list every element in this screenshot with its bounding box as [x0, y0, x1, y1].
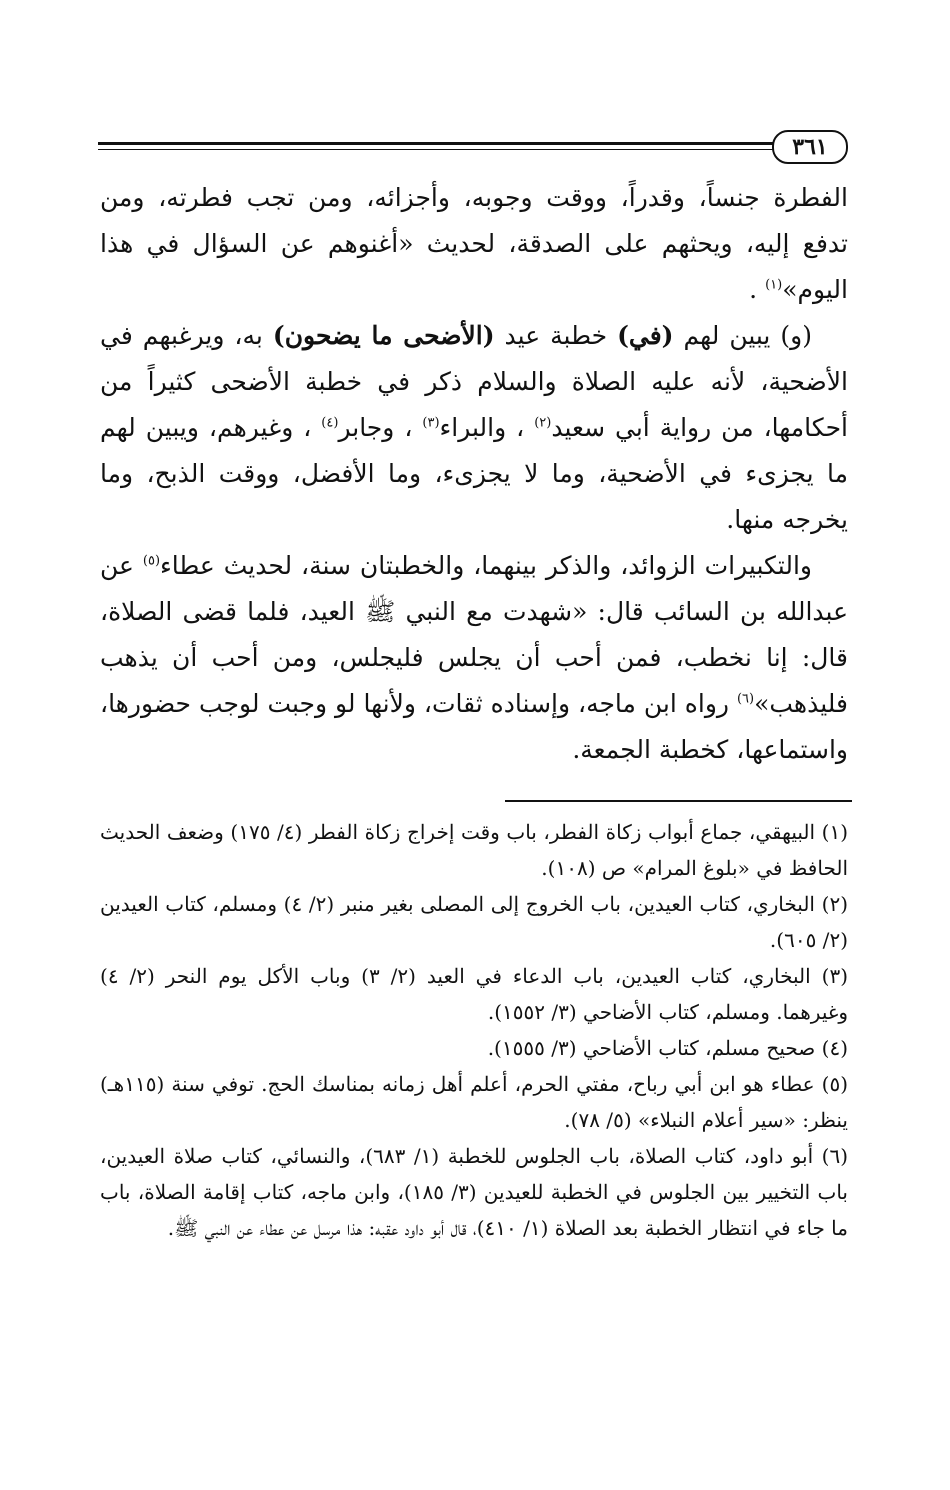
paragraph-1: الفطرة جنساً، وقدراً، ووقت وجوبه، وأجزائه، ومن تجب فطرته، ومن تدفع إليه، ويحثهم على الصدقة، لحديث «أغنوهم عن السؤال في هذا اليوم»$^{(١)}$ .: [100, 183, 848, 304]
header-rule-thin: [98, 149, 777, 150]
footnote-ref-2[interactable]: (٢): [534, 415, 552, 431]
page-header: [98, 128, 862, 164]
footnote-5: (٥) عطاء هو ابن أبي رباح، مفتي الحرم، أعلم أهل زمانه بمناسك الحج. توفي سنة (١١٥هـ) ينظر: «سير أعلام النبلاء» (٥/ ٧٨).: [100, 1072, 848, 1132]
footnote-1: (١) البيهقي، جماع أبواب زكاة الفطر، باب وقت إخراج زكاة الفطر (٤/ ١٧٥) وضعف الحديث الحافظ في «بلوغ المرام» ص (١٠٨).: [100, 820, 849, 880]
footnote-ref-6[interactable]: (٦): [736, 691, 755, 707]
footnote-3: (٣) البخاري، كتاب العيدين، باب الدعاء في العيد (٢/ ٣) وباب الأكل يوم النحر (٢/ ٤) وغيرهما. ومسلم، كتاب الأضاحي (٣/ ١٥٥٢).: [100, 964, 848, 1024]
main-text: [100, 175, 848, 773]
footnote-separator: [505, 800, 852, 802]
paragraph-3: والتكبيرات الزوائد، والذكر بينهما، والخطبتان سنة، لحديث عطاء$^{(٥)}$ عن عبدالله بن السائب قال: «شهدت مع النبي ﷺ العيد، فلما قضى الصلاة، قال: إنا نخطب، فمن أحب أن يجلس فليجلس، ومن أحب أن يذهب فليذهب»$^{(٦)}$ رواه ابن ماجه، وإسناده ثقات، ولأنها لو وجبت لوجب حضورها، واستماعها، كخطبة الجمعة.: [100, 551, 848, 764]
footnote-6: (٦) أبو داود، كتاب الصلاة، باب الجلوس للخطبة (١/ ٦٨٣)، والنسائي، كتاب صلاة العيدين، باب التخيير بين الجلوس في الخطبة للعيدين (٣/ ١٨٥)، وابن ماجه، كتاب إقامة الصلاة، باب ما جاء في انتظار الخطبة بعد الصلاة (١/ ٤١٠)، قال أبو داود عقبه: هذا مرسل عن عطاء عن النبي ﷺ.: [100, 1144, 848, 1240]
footnote-4: (٤) صحيح مسلم، كتاب الأضاحي (٣/ ١٥٥٥).: [487, 1036, 848, 1060]
footnote-ref-4[interactable]: (٤): [321, 415, 339, 431]
footnote-ref-3[interactable]: (٣): [422, 415, 440, 431]
footnotes: [100, 814, 848, 1246]
footnote-ref-5[interactable]: (٥): [142, 553, 161, 569]
paragraph-2: (و) يبين لهم (في) خطبة عيد (الأضحى ما يضحون) به، ويرغبهم في الأضحية، لأنه عليه الصلاة والسلام ذكر في خطبة الأضحى كثيراً من أحكامها، من رواية أبي سعيد$^{(٢)}$ ، والبراء$^{(٣)}$ ، وجابر$^{(٤)}$ ، وغيرهم، ويبين لهم ما يجزىء في الأضحية، وما لا يجزىء، وما الأفضل، ووقت الذبح، وما يخرجه منها.: [100, 321, 848, 534]
header-rule: [98, 142, 777, 145]
footnote-2: (٢) البخاري، كتاب العيدين، باب الخروج إلى المصلى بغير منبر (٢/ ٤) ومسلم، كتاب العيدين (٢/ ٦٠٥).: [100, 892, 848, 952]
page-number: ٣٦١: [772, 130, 848, 164]
footnote-ref-1[interactable]: (١): [765, 277, 783, 293]
